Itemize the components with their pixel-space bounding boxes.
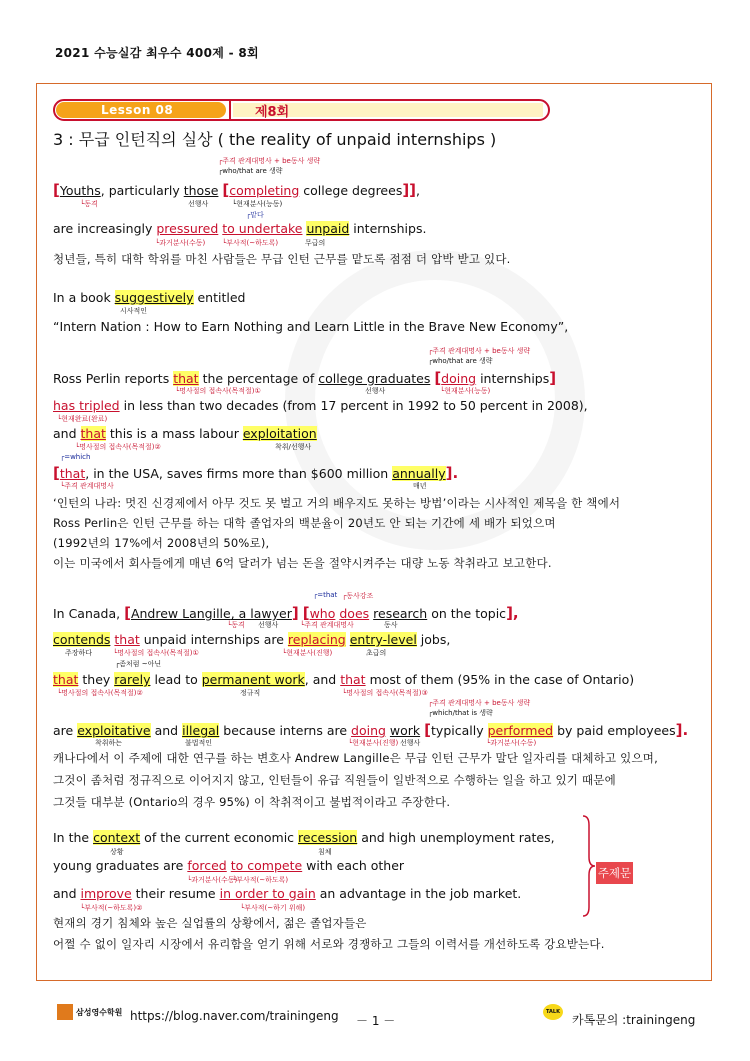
para1-korean: 청년들, 특히 대학 학위를 마친 사람들은 무급 인턴 근무를 맡도록 점점 더 압박 받고 있다. [53, 252, 511, 266]
episode-label: 제8회 [255, 105, 290, 120]
grammar-note: 착취하는 [95, 739, 123, 747]
para3-line4: are exploitative and illegal because interns are doing work [typically performed by paid employees]. [53, 721, 689, 739]
grammar-note: 초급의 [366, 649, 387, 657]
grammar-note: └과거분사(수동) [155, 239, 206, 247]
grammar-note: └부사적(~하기 위해) [240, 904, 306, 912]
grammar-note: └과거분사(수동) [486, 739, 537, 747]
grammar-note: 정규직 [240, 689, 261, 697]
kakao-contact: 카톡문의 :trainingeng [572, 1013, 696, 1027]
grammar-note: └명사절의 접속사(목적절)① [113, 649, 199, 657]
topic-sentence-tag: 주제문 [596, 862, 633, 884]
academy-logo-icon [57, 1004, 73, 1020]
para2-line3: Ross Perlin reports that the percentage of college graduates [doing internships] [53, 369, 557, 387]
grammar-note: 착취/선행사 [275, 443, 312, 451]
grammar-note: ┌맡다 [246, 211, 264, 219]
para3-line3: that they rarely lead to permanent work, and that most of them (95% in the case of Ontario) [53, 672, 635, 687]
para4-line1: In the context of the current economic recession and high unemployment rates, [53, 830, 555, 845]
grammar-note: ┌which/that is 생략 [428, 709, 493, 717]
para4-korean-2: 어쩔 수 없이 일자리 시장에서 유리함을 얻기 위해 서로와 경쟁하고 그들의 이력서를 개선하도록 강요받는다. [53, 937, 605, 951]
para2-korean-2: Ross Perlin은 인턴 근무를 하는 대학 졸업자의 백분율이 20년도 안 되는 기간에 세 배가 되었으며 [53, 516, 556, 530]
grammar-note: 주장하다 [65, 649, 93, 657]
grammar-note: └명사절의 접속사(목적절)② [75, 443, 161, 451]
academy-logo-text: 삼성영수학원 [76, 1008, 123, 1017]
para2-line2: “Intern Nation : How to Earn Nothing and Learn Little in the Brave New Economy”, [53, 319, 569, 334]
grammar-note: 시사적인 [120, 307, 148, 315]
para1-line2: are increasingly pressured to undertake unpaid internships. [53, 221, 427, 236]
grammar-note: ┌주격 관계대명사 + be동사 생략 [428, 699, 531, 707]
para3-line2: contends that unpaid internships are replacing entry-level jobs, [53, 632, 451, 647]
para2-korean-1: ‘인턴의 나라: 멋진 신경제에서 아무 것도 못 벌고 거의 배우지도 못하는 방법’이라는 시사적인 제목을 한 책에서 [53, 496, 621, 510]
grammar-note: 침체 [318, 848, 332, 856]
content-frame [36, 83, 712, 981]
para4-line3: and improve their resume in order to gain an advantage in the job market. [53, 886, 522, 901]
grammar-note: 무급의 [305, 239, 326, 247]
grammar-note: ┌=that [313, 591, 338, 599]
para3-korean-1: 캐나다에서 이 주제에 대한 연구를 하는 변호사 Andrew Langille은 무급 인턴 근무가 말단 일자리를 대체하고 있으며, [53, 751, 658, 765]
grammar-note: └동격 [80, 200, 98, 208]
grammar-note: └부사적(~하도록) [232, 876, 289, 884]
lesson-banner-divider [229, 100, 231, 120]
para2-korean-3: (1992년의 17%에서 2008년의 50%로), [53, 536, 270, 550]
para2-korean-4: 이는 미국에서 회사들에게 매년 6억 달러가 넘는 돈을 절약시켜주는 대량 노동 착취라고 보고한다. [53, 556, 552, 570]
grammar-note: └명사절의 접속사(목적절)③ [342, 689, 428, 697]
para2-line5: and that this is a mass labour exploitation [53, 426, 317, 441]
section-title: 3 : 무급 인턴직의 실상 ( the reality of unpaid internships ) [53, 130, 497, 149]
grammar-note: └부사적(~하도록) [222, 239, 279, 247]
grammar-note: ┌who/that are 생략 [428, 357, 493, 365]
kakao-talk-icon: TALK [543, 1004, 563, 1020]
grammar-note: ┌주격 관계대명사 + be동사 생략 [428, 347, 531, 355]
para4-korean-1: 현재의 경기 침체와 높은 실업률의 상황에서, 젊은 졸업자들은 [53, 916, 367, 930]
grammar-note: └동격 [227, 621, 245, 629]
grammar-note: 매년 [413, 482, 427, 490]
grammar-note: 선행사 [400, 739, 421, 747]
blog-link[interactable]: https://blog.naver.com/trainingeng [130, 1009, 339, 1023]
grammar-note: 동사 [384, 621, 398, 629]
para4-line2: young graduates are forced to compete with each other [53, 858, 405, 873]
grammar-note: └명사절의 접속사(목적절)② [57, 689, 143, 697]
grammar-note: ┌who/that are 생략 [218, 167, 283, 175]
topic-brace [582, 815, 596, 917]
para3-line1: In Canada, [Andrew Langille, a lawyer] [who does research on the topic], [53, 604, 519, 622]
para3-korean-2: 그것이 좀처럼 정규직으로 이어지지 않고, 인턴들이 유급 직원들이 일반적으로 수행하는 일을 하고 있기 때문에 [53, 773, 616, 787]
para2-line1: In a book suggestively entitled [53, 290, 246, 305]
grammar-note: 선행사 [258, 621, 279, 629]
page-number: － 1 － [356, 1014, 396, 1028]
grammar-note: ┌좀처럼 ~아닌 [115, 660, 162, 668]
grammar-note: └과거분사(수동) [187, 876, 238, 884]
grammar-note: ┌동사강조 [342, 592, 374, 600]
para2-line4: has tripled in less than two decades (from 17 percent in 1992 to 50 percent in 2008), [53, 398, 588, 413]
grammar-note: └현재분사(능동) [232, 200, 283, 208]
para1-line1: [Youths, particularly those [completing college degrees]], [53, 181, 421, 199]
grammar-note: └명사절의 접속사(목적절)① [175, 387, 261, 395]
grammar-note: ┌=which [60, 453, 91, 461]
lesson-label: Lesson 08 [101, 103, 174, 117]
grammar-note: 상황 [110, 848, 124, 856]
page-header-title: 2021 수능실감 최우수 400제 - 8회 [55, 46, 259, 60]
grammar-note: └현재분사(진행) [282, 649, 333, 657]
grammar-note: 선행사 [365, 387, 386, 395]
grammar-note: 선행사 [188, 200, 209, 208]
grammar-note: └부사적(~하도록)② [80, 904, 143, 912]
para3-korean-3: 그것들 대부분 (Ontario의 경우 95%) 이 착취적이고 불법적이라고 주장한다. [53, 795, 451, 809]
para2-line6: [that, in the USA, saves firms more than $600 million annually]. [53, 464, 459, 482]
grammar-note: ┌주격 관계대명사 + be동사 생략 [218, 157, 321, 165]
grammar-note: └주격 관계대명사 [300, 621, 354, 629]
grammar-note: └현재완료(완료) [57, 415, 108, 423]
grammar-note: └현재분사(진행) [348, 739, 399, 747]
grammar-note: 불법적인 [185, 739, 213, 747]
grammar-note: └주격 관계대명사 [60, 482, 114, 490]
grammar-note: └현재분사(능동) [440, 387, 491, 395]
